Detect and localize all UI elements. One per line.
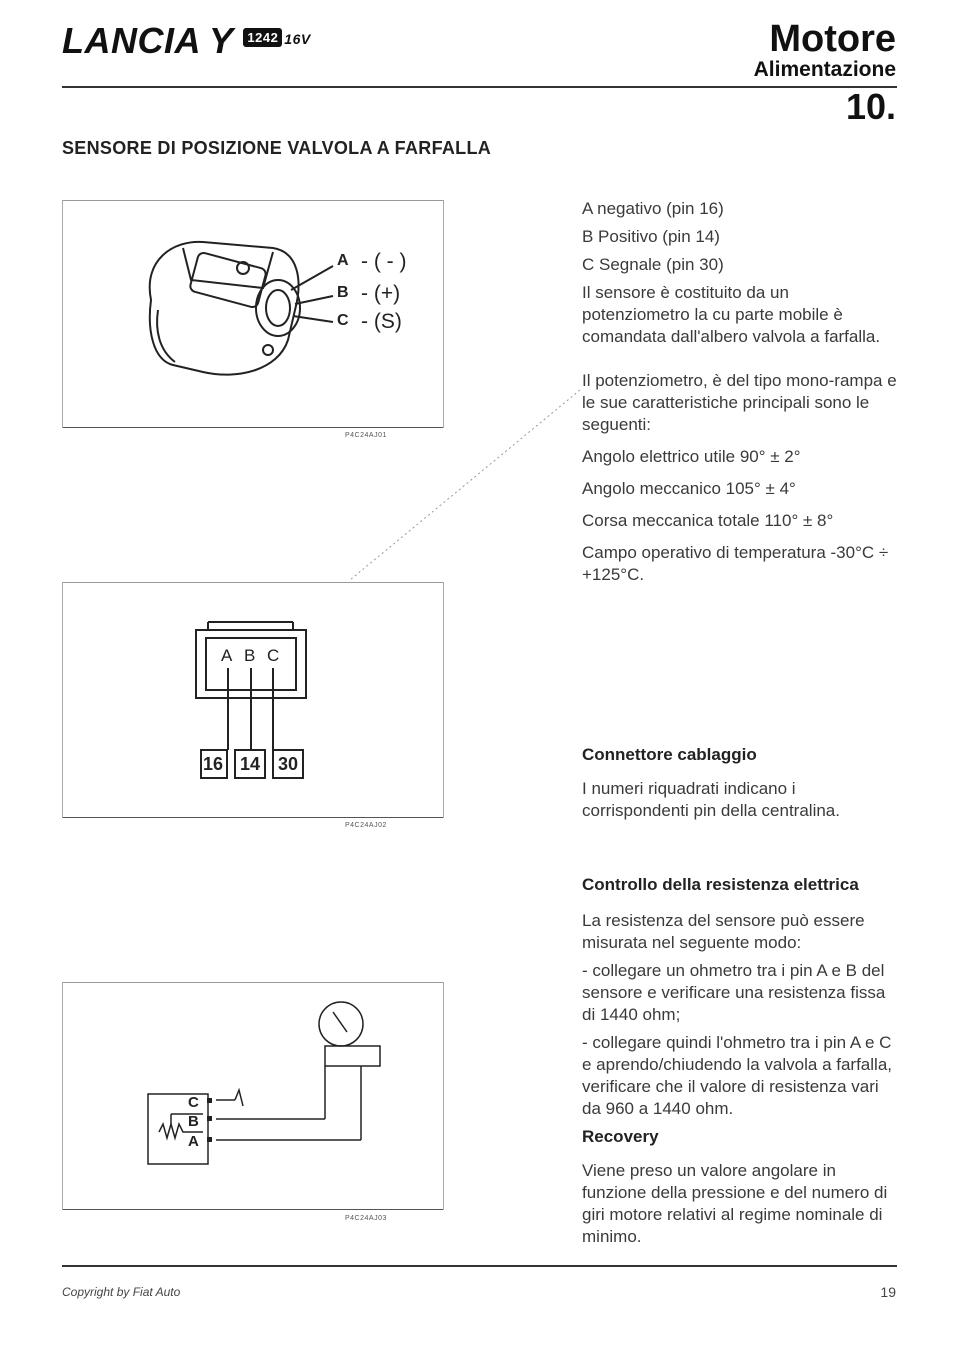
pin-c-desc: C Segnale (pin 30)	[582, 255, 724, 274]
section-subtitle: Alimentazione	[753, 58, 896, 81]
page-heading: SENSORE DI POSIZIONE VALVOLA A FARFALLA	[62, 138, 492, 158]
section-title: Motore	[769, 18, 896, 60]
pin-list	[582, 198, 900, 348]
pin-a-desc: A negativo (pin 16)	[582, 199, 724, 218]
recovery-section	[582, 1126, 900, 1248]
spec-angle-mechanical: Angolo meccanico 105° ± 4°	[582, 479, 796, 498]
figure-connector	[62, 582, 444, 818]
spec-angle-electric: Angolo elettrico utile 90° ± 2°	[582, 447, 801, 466]
recovery-text: Viene preso un valore angolare in funzione della pressione e del numero di giri motore relativi al regime nominale di minimo.	[582, 1161, 888, 1246]
figure-code-1: P4C24AJ01	[345, 432, 387, 439]
connector-heading: Connettore cablaggio	[582, 745, 757, 764]
footer-rule	[62, 1265, 897, 1267]
intro-paragraph: Il sensore è costituito da un potenziometro la cu parte mobile è comandata dall'albero valvola a farfalla.	[582, 283, 881, 346]
pin-sign-c: - (S)	[361, 310, 402, 333]
ohm-letter-a: A	[188, 1133, 199, 1150]
connector-text: I numeri riquadrati indicano i corrispondenti pin della centralina.	[582, 779, 840, 820]
resistance-section	[582, 874, 900, 1120]
resistance-intro: La resistenza del sensore può essere misurata nel seguente modo:	[582, 911, 865, 952]
leader-line	[320, 380, 600, 600]
brand-name: LANCIA	[62, 20, 201, 61]
engine-badge: 1242	[243, 28, 282, 47]
model-name: Y	[208, 20, 233, 61]
resistance-heading: Controllo della resistenza elettrica	[582, 875, 859, 894]
pin-label-a: A	[337, 252, 349, 269]
copyright: Copyright by Fiat Auto	[62, 1285, 181, 1299]
header-rule	[62, 86, 897, 88]
connector-letter-b: B	[244, 646, 256, 665]
figure-ohmmeter	[62, 982, 444, 1210]
pin-b-desc: B Positivo (pin 14)	[582, 227, 720, 246]
ohm-letter-b: B	[188, 1113, 199, 1130]
pin-number-30: 30	[278, 754, 299, 774]
specs-block	[582, 370, 900, 586]
pin-sign-b: - (+)	[361, 282, 401, 305]
brand-logo	[62, 20, 311, 62]
type-paragraph: Il potenziometro, è del tipo mono-rampa e le sue caratteristiche principali sono le seguenti:	[582, 371, 897, 434]
pin-label-c: C	[337, 312, 349, 329]
connector-drawing	[63, 582, 443, 818]
pin-number-14: 14	[240, 754, 261, 774]
connector-letter-c: C	[267, 646, 280, 665]
pin-label-b: B	[337, 284, 349, 301]
figure-code-2: P4C24AJ02	[345, 822, 387, 829]
pin-sign-a: - ( - )	[361, 250, 407, 273]
ohm-letter-c: C	[188, 1094, 199, 1111]
resistance-step-1: - collegare un ohmetro tra i pin A e B del sensore e verificare una resistenza fissa di 1440 ohm;	[582, 961, 886, 1024]
engine-version: 16V	[284, 31, 311, 48]
connector-letter-a: A	[221, 646, 233, 665]
resistance-step-2: - collegare quindi l'ohmetro tra i pin A e C e aprendo/chiudendo la valvola a farfalla, verificare che il valore di resistenza vari da 960 a 1440 ohm.	[582, 1033, 892, 1118]
ohmmeter-schematic	[63, 982, 443, 1210]
chapter-number: 10.	[845, 86, 896, 127]
recovery-heading: Recovery	[582, 1127, 659, 1146]
connector-section	[582, 744, 900, 822]
page-number: 19	[880, 1284, 896, 1300]
spec-temperature: Campo operativo di temperatura -30°C ÷ +125°C.	[582, 543, 889, 584]
pin-number-16: 16	[203, 754, 224, 774]
spec-stroke: Corsa meccanica totale 110° ± 8°	[582, 511, 834, 530]
figure-code-3: P4C24AJ03	[345, 1215, 387, 1222]
